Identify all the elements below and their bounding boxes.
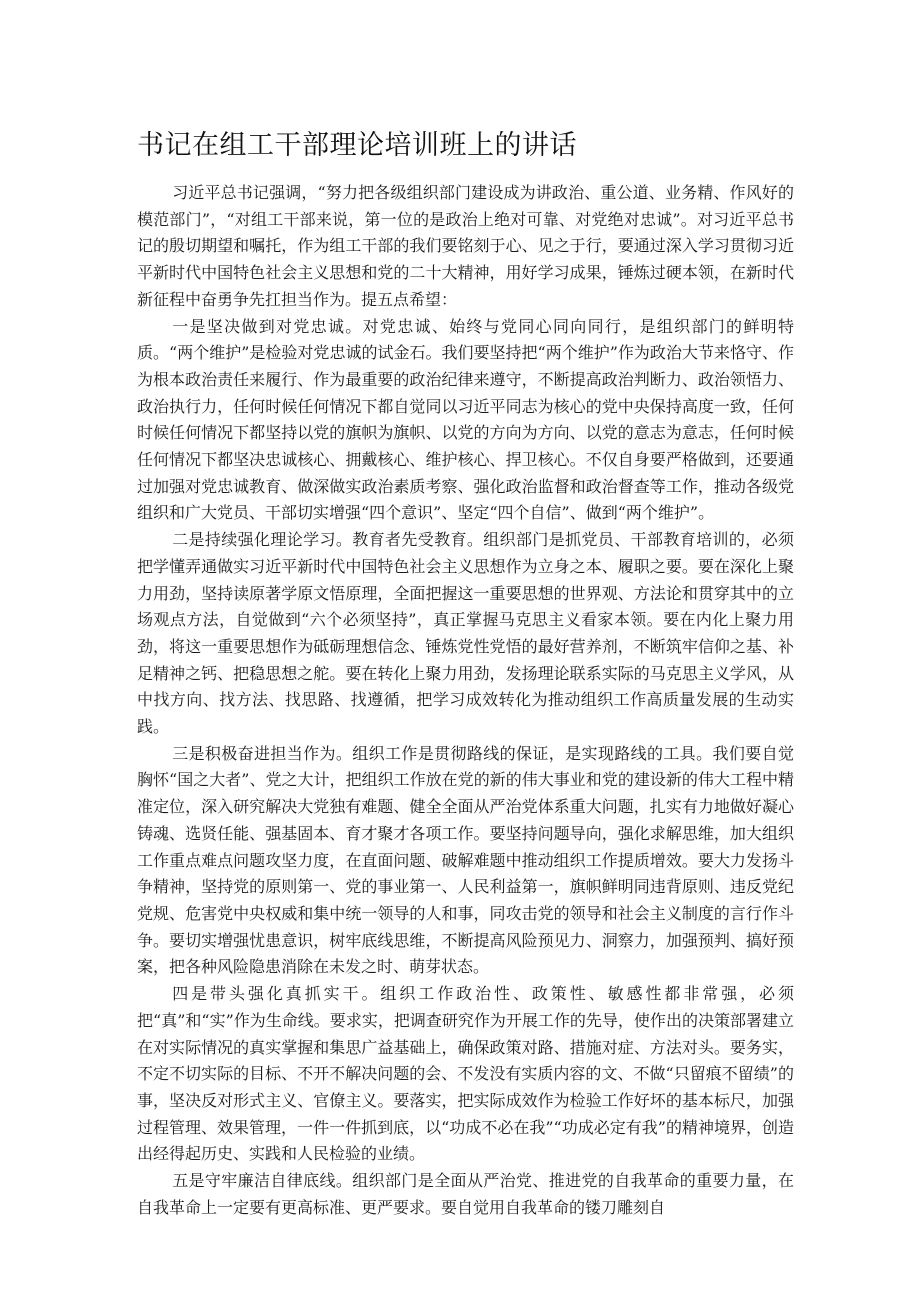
paragraph-point-3: 三是积极奋进担当作为。组织工作是贯彻路线的保证，是实现路线的工具。我们要自觉胸怀“国之大者”、党之大计，把组织工作放在党的新的伟大事业和党的建设新的伟大工程中精准定位，深入研究解决大党独有难题、健全全面从严治党体系重大问题，扎实有力地做好凝心铸魂、选贤任能、强基固本、育才聚才各项工作。要坚持问题导向，强化求解思维，加大组织工作重点难点问题攻坚力度，在直面问题、破解难题中推动组织工作提质增效。要大力发扬斗争精神，坚持党的原则第一、党的事业第一、人民利益第一，旗帜鲜明同违背原则、违反党纪党规、危害党中央权威和集中统一领导的人和事，同攻击党的领导和社会主义制度的言行作斗争。要切实增强忧患意识，树牢底线思维，不断提高风险预见力、洞察力，加强预判、搞好预案，把各种风险隐患消除在未发之时、萌芽状态。	[137, 743, 794, 977]
paragraph-point-4: 四是带头强化真抓实干。组织工作政治性、政策性、敏感性都非常强，必须把“真”和“实”作为生命线。要求实，把调查研究作为开展工作的先导，使作出的决策部署建立在对实际情况的真实掌握和集思广益基础上，确保政策对路、措施对症、方法对头。要务实，不定不切实际的目标、不开不解决问题的会、不发没有实质内容的文、不做“只留痕不留绩”的事，坚决反对形式主义、官僚主义。要落实，把实际成效作为检验工作好坏的基本标尺，加强过程管理、效果管理，一件一件抓到底，以“功成不必在我”“功成必定有我”的精神境界，创造出经得起历史、实践和人民检验的业绩。	[137, 984, 794, 1164]
paragraph-point-5: 五是守牢廉洁自律底线。组织部门是全面从严治党、推进党的自我革命的重要力量，在自我革命上一定要有更高标准、更严要求。要自觉用自我革命的镂刀雕刻自	[137, 1171, 794, 1217]
paragraph-intro: 习近平总书记强调，“努力把各级组织部门建设成为讲政治、重公道、业务精、作风好的模范部门”，“对组工干部来说，第一位的是政治上绝对可靠、对党绝对忠诚”。对习近平总书记的殷切期望和嘱托，作为组工干部的我们要铭刻于心、见之于行，要通过深入学习贯彻习近平新时代中国特色社会主义思想和党的二十大精神，用好学习成果，锤炼过硬本领，在新时代新征程中奋勇争先扛担当作为。提五点希望：	[137, 183, 794, 309]
paragraph-point-1: 一是坚决做到对党忠诚。对党忠诚、始终与党同心同向同行，是组织部门的鲜明特质。“两个维护”是检验对党忠诚的试金石。我们要坚持把“两个维护”作为政治大节来恪守、作为根本政治责任来履行、作为最重要的政治纪律来遵守，不断提高政治判断力、政治领悟力、政治执行力，任何时候任何情况下都自觉同以习近平同志为核心的党中央保持高度一致，任何时候任何情况下都坚持以党的旗帜为旗帜、以党的方向为方向、以党的意志为意志，任何时候任何情况下都坚决忠诚核心、拥戴核心、维护核心、捍卫核心。不仅自身要严格做到，还要通过加强对党忠诚教育、做深做实政治素质考察、强化政治监督和政治督查等工作，推动各级党组织和广大党员、干部切实增强“四个意识”、坚定“四个自信”、做到“两个维护”。	[137, 316, 794, 523]
paragraph-point-2: 二是持续强化理论学习。教育者先受教育。组织部门是抓党员、干部教育培训的，必须把学懂弄通做实习近平新时代中国特色社会主义思想作为立身之本、履职之要。要在深化上聚力用劲，坚持读原著学原文悟原理，全面把握这一重要思想的世界观、方法论和贯穿其中的立场观点方法，自觉做到“六个必须坚持”，真正掌握马克思主义看家本领。要在内化上聚力用劲，将这一重要思想作为砥砺理想信念、锤炼党性党悟的最好营养剂，不断筑牢信仰之基、补足精神之钙、把稳思想之舵。要在转化上聚力用劲，发扬理论联系实际的马克思主义学风，从中找方向、找方法、找思路、找遵循，把学习成效转化为推动组织工作高质量发展的生动实践。	[137, 530, 794, 737]
document-body	[137, 180, 794, 1221]
document-title: 书记在组工干部理论培训班上的讲话	[137, 130, 577, 161]
